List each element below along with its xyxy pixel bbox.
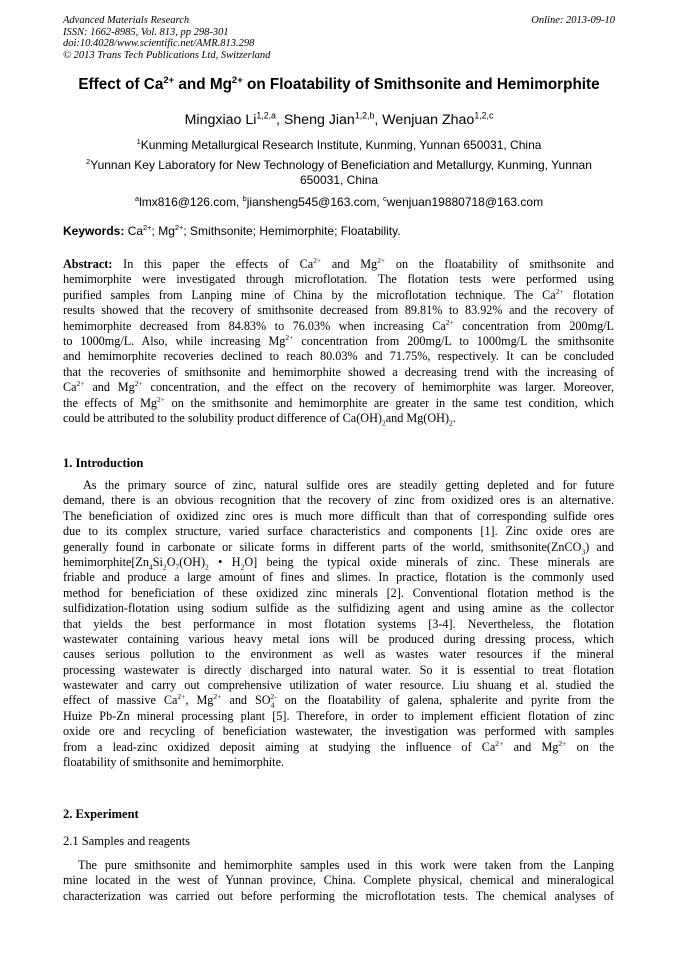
section-heading-experiment: 2. Experiment: [63, 807, 139, 821]
section-heading-introduction: 1. Introduction: [63, 456, 144, 470]
experiment-paragraph: The pure smithsonite and hemimorphite samples used in this work were taken from the Lanping mine located in the west of Yunnan province, China. Complete physical, chemical and mineralogical characterization was carried out before performing the microflotation tests. The chemical analyses of: [63, 858, 614, 903]
abstract: Abstract: In this paper the effects of $Ca^{2+}$ and $Mg^{2+}$ on the floatability of smithsonite and hemimorphite were investigated through microflotation. The flotation tests were performed using purified samples from Lanping mine of China by the microflotation technique. The $Ca^{2+}$ flotation results showed that the recovery of smithsonite decreased from 89.81% to 83.92% and the recovery of hemimorphite decreased from 84.83% to 76.03% when increasing $Ca^{2+}$ concentration from 200mg/L to 1000mg/L. Also, while increasing $Mg^{2+}$ concentration from 200mg/L to 1000mg/L the smithsonite and hemimorphite recoveries declined to reach 80.03% and 71.75%, respectively. It can be concluded that the recoveries of smithsonite and hemimorphite showed a decreasing trend with the increasing of $Ca^{2+}$ and $Mg^{2+}$ concentration, and the effect on the recovery of hemimorphite was larger. Moreover, the effects of $Mg^{2+}$ on the smithsonite and hemimorphite are greater in the same test condition, which could be attributed to the solubility product difference of $Ca(OH)_2and$ $Mg(OH)_2$.: [63, 255, 615, 428]
doi-line: doi:10.4028/www.scientific.net/AMR.813.298: [63, 38, 255, 49]
author-emails: $^a$lmx816@126.com, $^b$jiansheng545@163.com, $^c$wenjuan19880718@163.com: [134, 194, 544, 209]
author-name: Sheng Jian: [283, 112, 355, 128]
online-date: Online: 2013-09-10: [531, 15, 615, 26]
abstract-label: Abstract:: [63, 257, 113, 271]
keywords-label: Keywords:: [63, 224, 125, 238]
introduction-paragraph: As the primary source of zinc, natural sulfide ores are steadily getting depleted and for future demand, there is an obvious recognition that the recovery of zinc from oxidized ores is an alternative. The beneficiation of oxidized zinc ores is much more difficult than that of corresponding sulfide ores due to its complex structure, varied surface characteristics and components [1]. Zinc oxide ores are generally found in carbonate or silicate forms in different parts of the world, smithsonite(ZnCO$_3$) and $hemimorphite[Zn_4Si_2O_7(OH)_2$ • $H_2O$] being the typical oxide minerals of zinc. These minerals are friable and produce a large amount of fines and slimes. In practice, flotation is the commonly used method for beneficiation of these oxidized zinc minerals [2]. Conventional flotation method is the sulfidization-flotation using sodium sulfide as the sulfidizing agent and using amine as the collector that yields the best performance in most flotation systems [3-4]. Nevertheless, the flotation wastewater containing various heavy metal ions will be produced during dressing process, which causes serious pollution to the environment as well as wastes water resources if the mineral processing wastewater is directly discharged into natural water. So it is essential to treat flotation wastewater and carry out comprehensive utilization of water resource. Liu shuang et al. studied the effect of massive $Ca^{2+}$, $Mg^{2+}$ and $SO_4^{2-}$ on the floatability of galena, sphalerite and pyrite from the Huize Pb-Zn mineral processing plant [5]. Therefore, in order to implement efficient flotation of zinc oxide ore and recycling of beneficiation wastewater, the investigation was performed with samples from a lead-zinc oxidized deposit aiming at studying the influence of $Ca^{2+}$ and $Mg^{2+}$ on the floatability of smithsonite and hemimorphite.: [63, 478, 615, 770]
issn-line: ISSN: 1662-8985, Vol. 813, pp 298-301: [63, 26, 229, 38]
journal-name: Advanced Materials Research: [63, 15, 190, 26]
copyright-line: © 2013 Trans Tech Publications Ltd, Switzerland: [63, 49, 271, 61]
affiliation-1: $^1$Kunming Metallurgical Research Institute, Kunming, Yunnan 650031, China: [136, 137, 542, 152]
author-name: Wenjuan Zhao: [382, 112, 475, 128]
paper-title: Effect of $Ca^{2+}$ and $Mg^{2+}$ on Floatability of Smithsonite and Hemimorphite: [78, 74, 600, 93]
subsection-heading-samples: 2.1 Samples and reagents: [63, 834, 191, 848]
keywords: Keywords: $Ca^{2+}$; $Mg^{2+}$; Smithsonite; Hemimorphite; Floatability.: [63, 223, 401, 238]
journal-metadata: [63, 15, 270, 61]
author-name: Mingxiao Li: [184, 112, 257, 128]
affiliation-2: $^2$Yunnan Key Laboratory for New Technology of Beneficiation and Metallurgy, Kunming, Yunnan 650031, China: [86, 157, 592, 187]
author-list: Mingxiao Li$^{1,2,a}$, Sheng Jian$^{1,2,b}$, Wenjuan Zhao$^{1,2,c}$: [184, 110, 494, 128]
